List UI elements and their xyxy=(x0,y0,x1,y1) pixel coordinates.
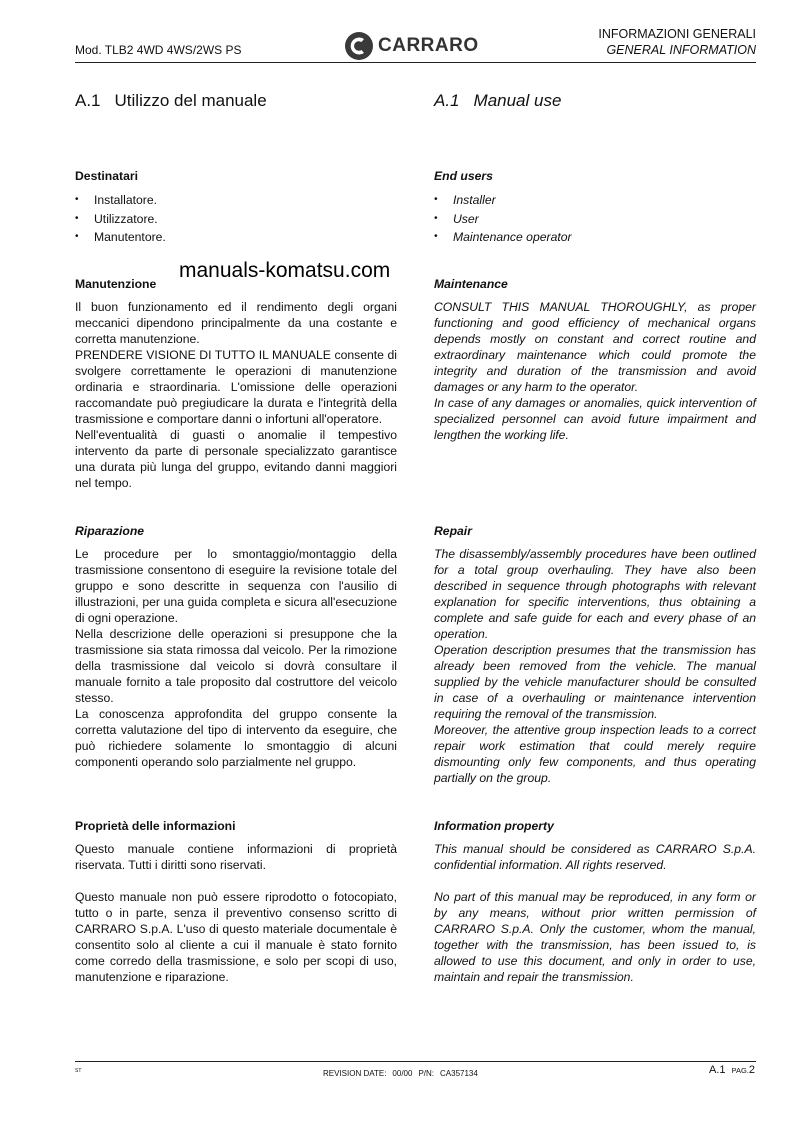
destinatari-heading: Destinatari xyxy=(75,169,138,183)
page-label: PAG. xyxy=(731,1066,749,1075)
maintenance-section xyxy=(434,276,756,443)
list-item: • User xyxy=(434,210,756,229)
riparazione-paragraph: Le procedure per lo smontaggio/montaggio della trasmissione consentono di eseguire la revisione totale del gruppo e sono descritte in sequenza con l'ausilio di illustrazioni, per una guida completa e sicura all'esecuzione di ogni operazione. xyxy=(75,547,397,625)
maintenance-heading: Maintenance xyxy=(434,277,508,291)
footer-revision-info xyxy=(323,1069,484,1078)
repair-section xyxy=(434,523,756,786)
model-label: Mod. TLB2 4WD 4WS/2WS PS xyxy=(75,43,242,57)
pn-value: CA357134 xyxy=(440,1069,478,1078)
revision-value: 00/00 xyxy=(392,1069,413,1078)
page-title-en xyxy=(434,91,561,111)
proprieta-paragraph: Questo manuale contiene informazioni di proprietà riservata. Tutti i diritti sono riservati. xyxy=(75,842,397,872)
list-item: • Manutentore. xyxy=(75,228,397,247)
section-header-it: INFORMAZIONI GENERALI xyxy=(598,27,756,41)
title-number-en: A.1 xyxy=(434,91,460,110)
riparazione-paragraph: Nella descrizione delle operazioni si presuppone che la trasmissione sia stata rimossa dal veicolo. Per la rimozione della trasmissione dal veicolo si dovrà consultare il manuale fornito a tale proposito dal costruttore del veicolo stesso. xyxy=(75,627,397,705)
riparazione-heading: Riparazione xyxy=(75,524,145,538)
pn-label: P/N: xyxy=(418,1069,435,1078)
proprieta-heading: Proprietà delle informazioni xyxy=(75,819,236,833)
section-header xyxy=(598,26,756,58)
manutenzione-paragraph: PRENDERE VISIONE DI TUTTO IL MANUALE consente di svolgere correttamente le operazioni di manutenzione ordinaria e straordinaria. L'omissione delle operazioni raccomandate può pregiudicare la durata e l'integrità della trasmissione e comportare danni o infortuni all'operatore. xyxy=(75,348,397,426)
information-property-section xyxy=(434,818,756,985)
title-number-it: A.1 xyxy=(75,91,101,110)
title-text-it: Utilizzo del manuale xyxy=(114,91,267,110)
destinatari-list xyxy=(75,191,397,247)
watermark-link[interactable]: manuals-komatsu.com xyxy=(179,259,391,282)
revision-label: REVISION DATE: xyxy=(323,1069,387,1078)
proprieta-paragraph: Questo manuale non può essere riprodotto o fotocopiato, tutto o in parte, senza il preventivo consenso scritto di CARRARO S.p.A. L'uso di questo materiale documentale è consentito solo al cliente a cui il manuale è stato fornito come corredo della trasmissione, e solo per scopi di uso, manutenzione e riparazione. xyxy=(75,890,397,984)
page-title-it xyxy=(75,91,267,111)
list-item: • Installer xyxy=(434,191,756,210)
list-item: • Maintenance operator xyxy=(434,228,756,247)
list-item: • Utilizzatore. xyxy=(75,210,397,229)
footer-code: ST xyxy=(75,1068,82,1074)
maintenance-paragraph: CONSULT THIS MANUAL THOROUGHLY, as proper functioning and good efficiency of mechanical organs depends mostly on constant and correct routine and extraordinary maintenance which could promote the integrity and duration of the transmission and avoid damages or any harm to the operator. xyxy=(434,300,756,394)
manutenzione-heading: Manutenzione xyxy=(75,277,157,291)
information-property-paragraph: No part of this manual may be reproduced, in any form or by any means, without prior written permission of CARRARO S.p.A. Only the customer, whom the manual, together with the transmission, has been issued to, is allowed to use this document, and only in order to use, maintain and repair the transmission. xyxy=(434,890,756,984)
information-property-paragraph: This manual should be considered as CARRARO S.p.A. confidential information. All rights reserved. xyxy=(434,842,756,872)
destinatari-section xyxy=(75,168,397,247)
manutenzione-paragraph: Nell'eventualità di guasti o anomalie il tempestivo intervento da parte di personale specializzato garantisce una durata più lunga del gruppo, evitando danni maggiori nel tempo. xyxy=(75,428,397,490)
carraro-logo xyxy=(344,31,479,61)
title-text-en: Manual use xyxy=(473,91,562,110)
maintenance-paragraph: In case of any damages or anomalies, quick intervention of specialized personnel can avoid future impairment and lengthen the working life. xyxy=(434,396,756,442)
list-item: • Installatore. xyxy=(75,191,397,210)
end-users-list xyxy=(434,191,756,247)
header-divider xyxy=(75,62,756,63)
repair-heading: Repair xyxy=(434,524,472,538)
repair-paragraph: Moreover, the attentive group inspection leads to a correct repair work estimation that could merely require dismounting only few components, and thus operating partially on the group. xyxy=(434,723,756,785)
carraro-logo-icon xyxy=(344,31,374,61)
page-number: 2 xyxy=(748,1064,755,1076)
footer-page-number xyxy=(709,1064,755,1076)
riparazione-section xyxy=(75,523,397,770)
footer-divider xyxy=(75,1061,756,1062)
brand-name: CARRARO xyxy=(378,35,479,56)
repair-paragraph: Operation description presumes that the transmission has already been removed from the vehicle. The manual supplied by the vehicle manufacturer should be consulted in case of a overhauling or maintenance intervention requiring the removal of the transmission. xyxy=(434,643,756,721)
end-users-section xyxy=(434,168,756,247)
manutenzione-section xyxy=(75,276,397,491)
manutenzione-paragraph: Il buon funzionamento ed il rendimento degli organi meccanici dipendono principalmente da una costante e corretta manutenzione. xyxy=(75,300,397,346)
section-header-en: GENERAL INFORMATION xyxy=(606,43,756,57)
footer-section: A.1 xyxy=(708,1064,726,1076)
information-property-heading: Information property xyxy=(434,819,554,833)
riparazione-paragraph: La conoscenza approfondita del gruppo consente la corretta valutazione del tipo di intervento da eseguire, che può richiedere solamente lo smontaggio di alcuni componenti operando solo parzialmente nel gruppo. xyxy=(75,707,397,769)
proprieta-section xyxy=(75,818,397,985)
end-users-heading: End users xyxy=(434,169,493,183)
repair-paragraph: The disassembly/assembly procedures have been outlined for a total group overhauling. They have also been described in sequence through photographs with relevant explanation for specific interventions, thus obtaining a complete and safe guide for each and every phase of an operation. xyxy=(434,547,756,641)
